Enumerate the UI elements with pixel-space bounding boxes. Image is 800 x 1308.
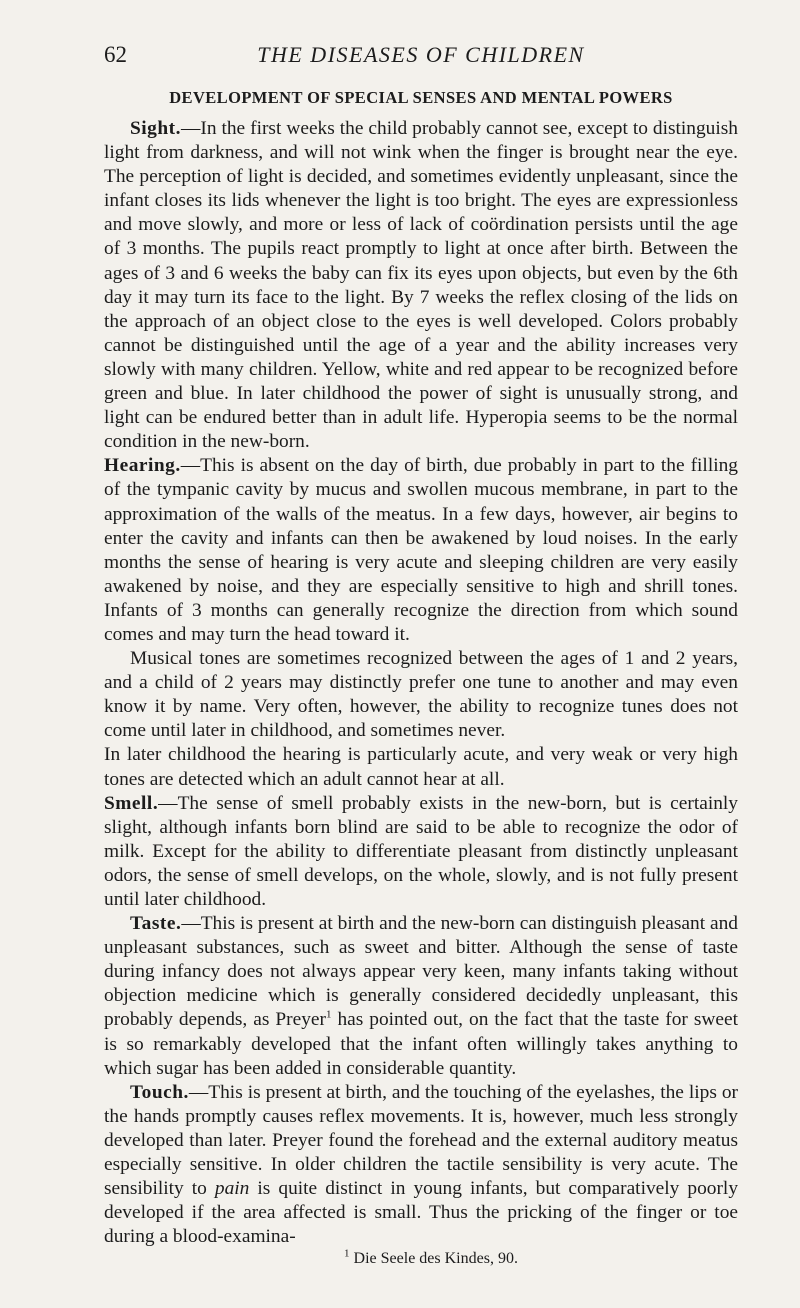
page-number: 62	[104, 42, 127, 67]
paragraph-hearing	[104, 454, 738, 647]
footnote-marker: 1	[344, 1248, 350, 1261]
running-title: THE DISEASES OF CHILDREN	[257, 42, 585, 67]
runin-heading-smell: Smell.	[104, 792, 159, 814]
paragraph-taste	[104, 912, 738, 1081]
emphasis-pain: pain	[214, 1178, 250, 1200]
runin-heading-hearing: Hearing.	[104, 455, 181, 477]
paragraph-text: —This is present at birth, and the touching of the eyelashes, the lips or the hands promptly causes reflex movements. It is, however, much less strongly developed than later. Preyer found the forehead and the external auditory meatus especially sensitive. In older children the tactile sensibility is very acute. The sensibility to	[104, 1081, 738, 1200]
paragraph-touch	[104, 1081, 738, 1250]
paragraph-musical-tones: Musical tones are sometimes recognized between the ages of 1 and 2 years, and a child of 2 years may distinctly prefer one tune to another and may even know it by name. Very often, however, the ability to recognize tunes does not come until later in childhood, and sometimes never.	[104, 648, 738, 742]
runin-heading-taste: Taste.	[130, 913, 182, 935]
footnote-text: Die Seele des Kindes, 90.	[349, 1250, 518, 1268]
paragraph-text: —This is absent on the day of birth, due probably in part to the filling of the tympanic cavity by mucus and swollen mucous membrane, in part to the approximation of the walls of the meatus. In a few days, however, air begins to enter the cavity and infants can then be awakened by loud noises. In the early months the sense of hearing is very acute and sleeping children are very easily awakened by noise, and they are especially sensitive to high and shrill tones. Infants of 3 months can generally recognize the direction from which sound comes and may turn the head toward it.	[104, 455, 738, 645]
footnote	[104, 1250, 738, 1268]
paragraph-text: —The sense of smell probably exists in the new-born, but is certainly slight, although infants born blind are said to be able to recognize the odor of milk. Except for the ability to differentiate pleasant from distinctly unpleasant odors, the sense of smell develops, on the whole, slowly, and is not fully present until later childhood.	[104, 792, 738, 910]
section-heading: DEVELOPMENT OF SPECIAL SENSES AND MENTAL POWERS	[169, 88, 673, 107]
runin-heading-sight: Sight.	[130, 118, 181, 139]
paragraph-text: has pointed out, on the fact that the taste for sweet is so remarkably developed that the infant often willingly takes anything to which sugar has been added in considerable quantity.	[104, 1009, 738, 1079]
paragraph-later-childhood: In later childhood the hearing is particularly acute, and very weak or very high tones are detected which an adult cannot hear at all.	[104, 744, 738, 790]
paragraph-text: is quite distinct in young infants, but comparatively poorly developed if the area affected is small. Thus the pricking of the finger or toe during a blood-examina-	[104, 1178, 739, 1248]
footnote-reference[interactable]: 1	[325, 1009, 332, 1021]
paragraph-text: —This is present at birth and the new-born can distinguish pleasant and unpleasant substances, such as sweet and bitter. Although the sense of taste during infancy does not always appear very keen, many infants taking without objection medicine which is generally considered decidedly unpleasant, this probably depends, as Preyer	[104, 913, 738, 1031]
paragraph-sight	[104, 117, 738, 454]
runin-heading-touch: Touch.	[130, 1081, 189, 1103]
page-header	[104, 42, 738, 74]
paragraph-text: —In the first weeks the child probably cannot see, except to distinguish light from darkness, and will not wink when the finger is brought near the eye. The perception of light is decided, and sometimes evidently unpleasant, since the infant closes its lids whenever the light is too bright. The eyes are expressionless and move slowly, and more or less of lack of coördination persists until the age of 3 months. The pupils react promptly to light at once after birth. Between the ages of 3 and 6 weeks the baby can fix its eyes upon objects, but even by the 6th day it may turn its face to the light. By 7 weeks the reflex closing of the lids on the approach of an object close to the eyes is well developed. Colors probably cannot be distinguished until the age of a year and the ability increases very slowly with many children. Yellow, white and red appear to be recognized before green and blue. In later childhood the power of sight is unusually strong, and light can be endured better than in adult life. Hyperopia seems to be the normal condition in the new-born.	[104, 118, 738, 453]
paragraph-smell	[104, 792, 738, 912]
